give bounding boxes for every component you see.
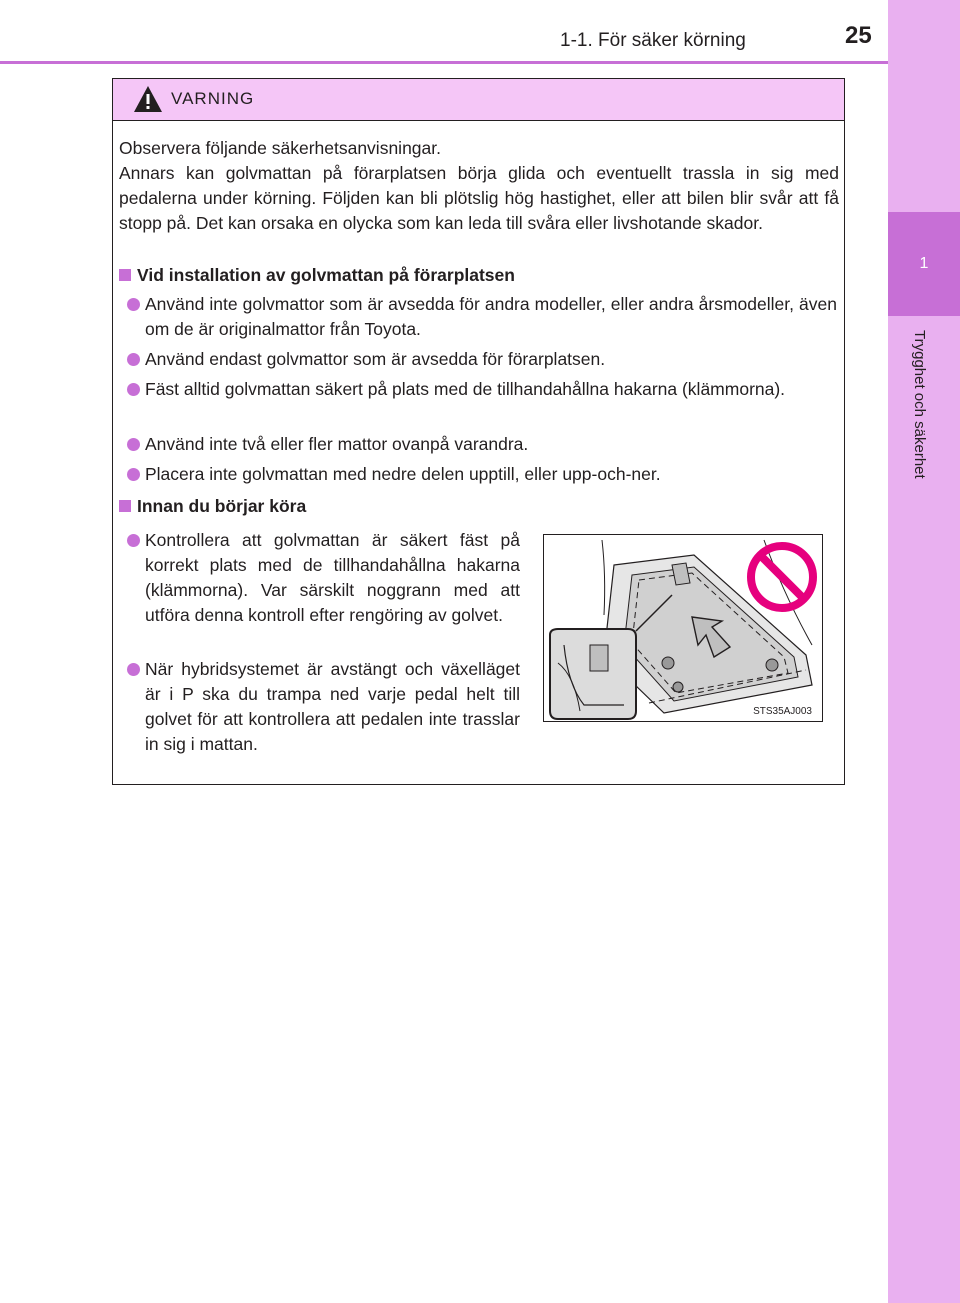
list-item: Använd inte två eller fler mattor ovanpå varandra. bbox=[125, 432, 837, 457]
bullet-dot-icon bbox=[127, 534, 140, 547]
list-item: Fäst alltid golvmattan säkert på plats med de tillhandahållna hakarna (klämmorna). bbox=[125, 377, 837, 402]
side-strip bbox=[888, 0, 960, 1303]
illustration-code: STS35AJ003 bbox=[753, 706, 812, 717]
chapter-title: Trygghet och säkerhet bbox=[911, 330, 928, 479]
list-item: Använd endast golvmattor som är avsedda för förarplatsen. bbox=[125, 347, 837, 372]
intro-text: Annars kan golvmattan på förarplatsen börja glida och eventuellt trassla in sig med pedalerna under körning. Följden kan bli plötslig hög hastighet, eller att bilen blir svår att få stopp på. Det kan orsaka en olycka som kan leda till svåra eller livshotande skador. bbox=[119, 163, 839, 233]
bullet-dot-icon bbox=[127, 383, 140, 396]
floor-mat-illustration bbox=[543, 534, 823, 722]
warning-header bbox=[113, 79, 844, 121]
section-heading-before-driving: Innan du börjar köra bbox=[119, 494, 839, 519]
square-bullet-icon bbox=[119, 500, 131, 512]
warning-triangle-icon bbox=[133, 85, 163, 113]
section-heading-installation: Vid installation av golvmattan på förarplatsen bbox=[119, 263, 839, 288]
floor-mat-drawing bbox=[544, 535, 822, 721]
bullet-dot-icon bbox=[127, 438, 140, 451]
list-item: Placera inte golvmattan med nedre delen upptill, eller upp-och-ner. bbox=[125, 462, 837, 487]
section-title: 1-1. För säker körning bbox=[560, 30, 746, 51]
intro-line: Observera följande säkerhetsanvisningar. bbox=[119, 138, 441, 158]
warning-box bbox=[112, 78, 845, 785]
bullet-dot-icon bbox=[127, 663, 140, 676]
bullet-dot-icon bbox=[127, 298, 140, 311]
bullet-dot-icon bbox=[127, 353, 140, 366]
list-item: När hybridsystemet är avstängt och växelläget är i P ska du trampa ned varje pedal helt till golvet för att kontrollera att pedalen inte trasslar in sig i mattan. bbox=[125, 657, 520, 757]
list-item: Använd inte golvmattor som är avsedda för andra modeller, eller andra årsmodeller, även om de är originalmattor från Toyota. bbox=[125, 292, 837, 342]
page-number: 25 bbox=[845, 22, 872, 49]
chapter-number: 1 bbox=[919, 255, 929, 272]
bullet-dot-icon bbox=[127, 468, 140, 481]
list-item: Kontrollera att golvmattan är säkert fäst på korrekt plats med de tillhandahållna hakarna (klämmorna). Var särskilt noggrann med att utföra denna kontroll efter rengöring av golvet. bbox=[125, 528, 520, 628]
header-rule bbox=[0, 61, 888, 64]
warning-title: VARNING bbox=[171, 89, 255, 108]
square-bullet-icon bbox=[119, 269, 131, 281]
